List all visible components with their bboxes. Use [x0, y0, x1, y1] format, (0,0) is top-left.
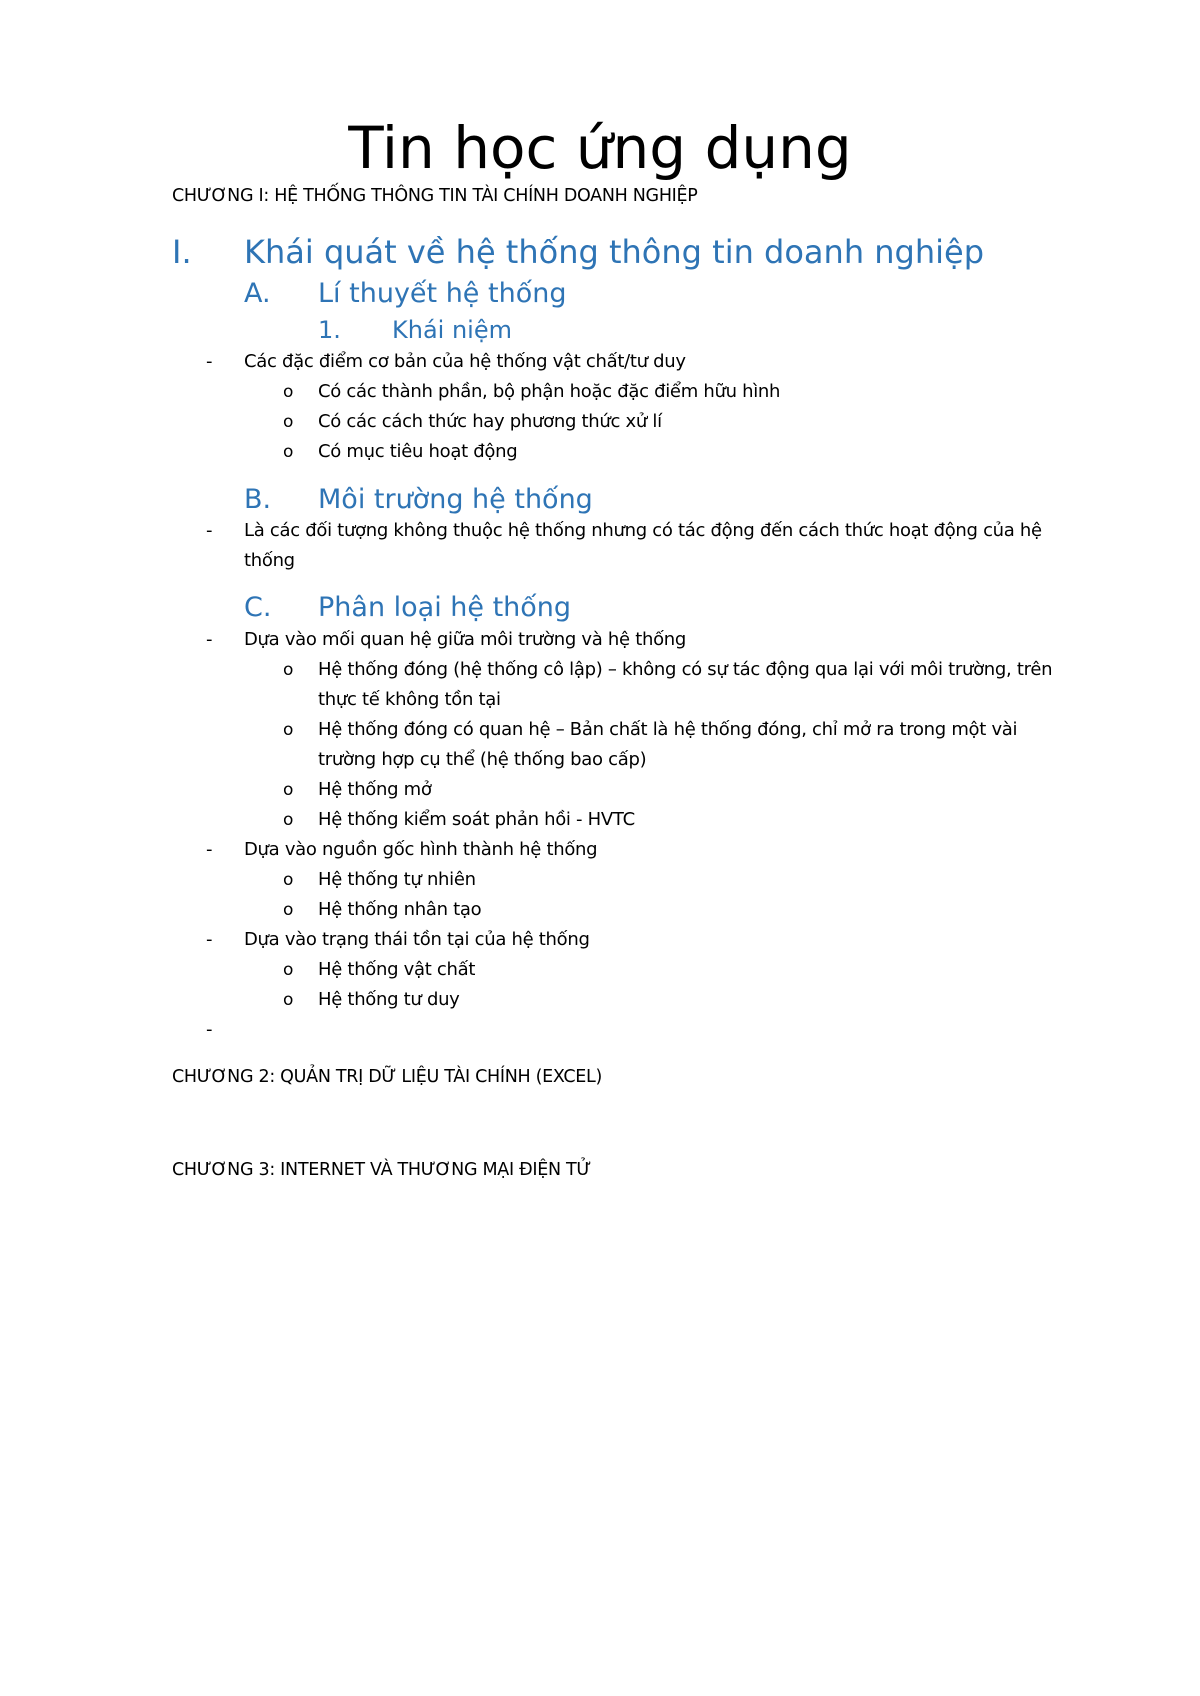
- heading-3-number: 1.: [318, 316, 341, 344]
- list-item: Dựa vào trạng thái tồn tại của hệ thống: [244, 929, 590, 950]
- list-item: Các đặc điểm cơ bản của hệ thống vật chất/tư duy: [244, 351, 686, 372]
- document-title: Tin học ứng dụng: [348, 114, 852, 182]
- heading-2c-text: Phân loại hệ thống: [318, 592, 572, 623]
- heading-2b-text: Môi trường hệ thống: [318, 484, 593, 515]
- list-subitem: Hệ thống đóng có quan hệ – Bản chất là hệ thống đóng, chỉ mở ra trong một vài: [318, 719, 1018, 740]
- circle-bullet: o: [283, 720, 294, 740]
- circle-bullet: o: [283, 660, 294, 680]
- list-item-continuation: thống: [244, 550, 295, 571]
- circle-bullet: o: [283, 382, 294, 402]
- dash-bullet: -: [206, 629, 213, 650]
- circle-bullet: o: [283, 990, 294, 1010]
- heading-2a-number: A.: [244, 278, 271, 309]
- chapter-1-heading: CHƯƠNG I: HỆ THỐNG THÔNG TIN TÀI CHÍNH DOANH NGHIỆP: [172, 186, 698, 206]
- chapter-3-heading: CHƯƠNG 3: INTERNET VÀ THƯƠNG MẠI ĐIỆN TỬ: [172, 1160, 592, 1180]
- heading-1-text: Khái quát về hệ thống thông tin doanh nghiệp: [244, 233, 985, 271]
- list-subitem-continuation: thực tế không tồn tại: [318, 689, 501, 710]
- chapter-2-heading: CHƯƠNG 2: QUẢN TRỊ DỮ LIỆU TÀI CHÍNH (EXCEL): [172, 1067, 602, 1087]
- list-item: Là các đối tượng không thuộc hệ thống nhưng có tác động đến cách thức hoạt động của hệ: [244, 520, 1042, 541]
- circle-bullet: o: [283, 442, 294, 462]
- heading-1-number: I.: [172, 233, 192, 271]
- circle-bullet: o: [283, 780, 294, 800]
- heading-3-text: Khái niệm: [392, 316, 512, 344]
- list-subitem: Hệ thống kiểm soát phản hồi - HVTC: [318, 809, 635, 830]
- dash-bullet-empty: -: [206, 1019, 213, 1040]
- circle-bullet: o: [283, 412, 294, 432]
- circle-bullet: o: [283, 960, 294, 980]
- dash-bullet: -: [206, 839, 213, 860]
- heading-2a-text: Lí thuyết hệ thống: [318, 278, 567, 309]
- heading-2b-number: B.: [244, 484, 272, 515]
- list-subitem: Hệ thống đóng (hệ thống cô lập) – không có sự tác động qua lại với môi trường, trên: [318, 659, 1053, 680]
- circle-bullet: o: [283, 810, 294, 830]
- dash-bullet: -: [206, 351, 213, 372]
- list-subitem: Hệ thống tư duy: [318, 989, 460, 1010]
- list-item: Dựa vào mối quan hệ giữa môi trường và hệ thống: [244, 629, 687, 650]
- list-subitem: Hệ thống mở: [318, 779, 432, 800]
- list-subitem: Hệ thống vật chất: [318, 959, 476, 980]
- list-subitem: Hệ thống tự nhiên: [318, 869, 476, 890]
- list-subitem: Hệ thống nhân tạo: [318, 899, 482, 920]
- circle-bullet: o: [283, 900, 294, 920]
- heading-2c-number: C.: [244, 592, 272, 623]
- dash-bullet: -: [206, 929, 213, 950]
- dash-bullet: -: [206, 520, 213, 541]
- list-subitem: Có các cách thức hay phương thức xử lí: [318, 411, 662, 432]
- list-subitem: Có các thành phần, bộ phận hoặc đặc điểm hữu hình: [318, 381, 781, 402]
- circle-bullet: o: [283, 870, 294, 890]
- list-subitem-continuation: trường hợp cụ thể (hệ thống bao cấp): [318, 749, 647, 770]
- list-subitem: Có mục tiêu hoạt động: [318, 441, 518, 462]
- list-item: Dựa vào nguồn gốc hình thành hệ thống: [244, 839, 598, 860]
